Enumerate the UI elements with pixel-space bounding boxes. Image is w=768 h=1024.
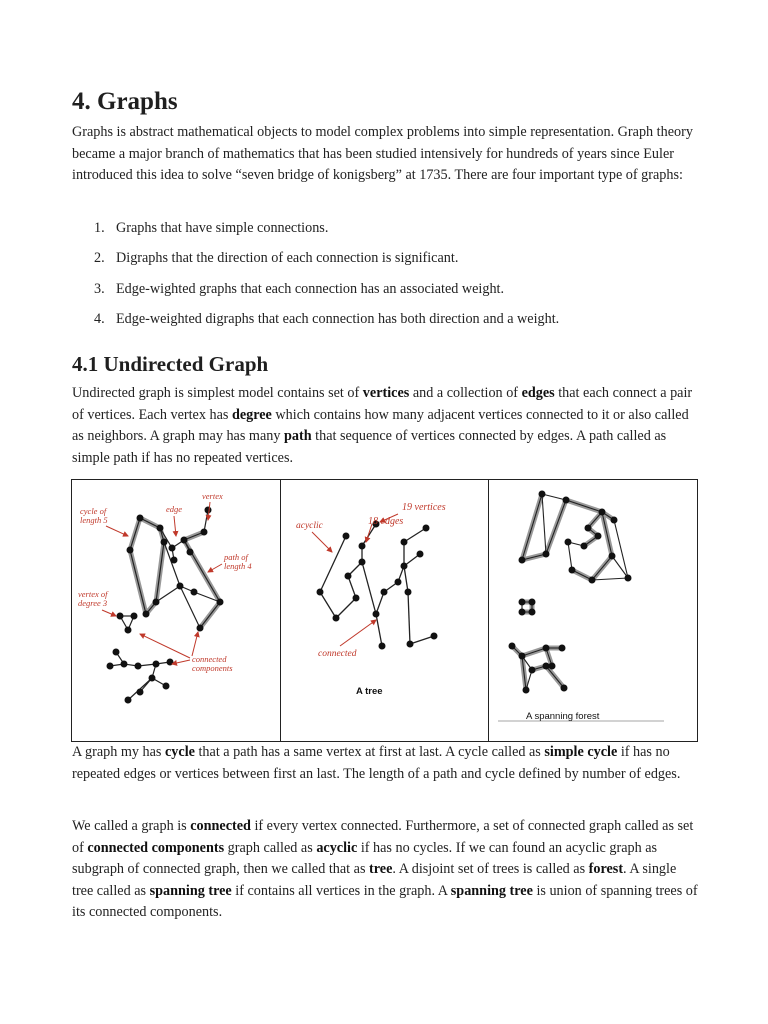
label-18-edges: 18 edges <box>368 516 404 527</box>
term-connected-components: connected components <box>87 839 225 856</box>
text-run: graph called as <box>224 839 317 856</box>
list-number: 1. <box>94 220 105 236</box>
term-simple-cycle: simple cycle <box>544 744 618 760</box>
text-run: is union of spanning trees of its connected components. <box>72 882 698 920</box>
text-run: . A single tree called as <box>72 861 677 899</box>
term-forest: forest <box>588 861 624 877</box>
tree-diagram <box>280 480 488 741</box>
term-tree: tree <box>369 861 393 877</box>
list-text: Edge-wighted graphs that each connection has an associated weight. <box>116 280 505 297</box>
label-edge: edge <box>166 504 183 514</box>
label-19-vertices: 19 vertices <box>402 502 446 513</box>
list-item <box>72 248 692 278</box>
text-run: and a collection of <box>409 385 522 401</box>
text-run: . A disjoint set of trees is called as <box>392 861 589 877</box>
text-run: that each connect a pair of vertices. Each vertex has <box>72 385 693 423</box>
list-number: 4. <box>94 311 105 328</box>
graph-figure <box>71 479 698 742</box>
term-acyclic: acyclic <box>316 839 358 856</box>
undirected-paragraph <box>72 383 698 469</box>
caption-tree: A tree <box>356 686 383 697</box>
label-cycle-1: cycle of <box>80 506 107 516</box>
list-item <box>72 279 692 309</box>
forest-highlight <box>512 494 614 690</box>
term-connected: connected <box>190 818 251 834</box>
text-run: which contains how many adjacent vertices connected to it or also called as neighbors. A graph may has many <box>72 406 689 444</box>
text-run: if has no repeated edges or vertices between first an last. The length of a path and cycle defined by number of edges. <box>72 744 681 782</box>
figure-panel-forest <box>488 480 697 741</box>
label-degree-1: vertex of <box>78 589 108 599</box>
list-text: Graphs that have simple connections. <box>116 220 329 236</box>
text-run: if contains all vertices in the graph. A <box>231 882 451 899</box>
highlight-path <box>184 532 220 628</box>
text-run: that sequence of vertices connected by edges. A path called as simple path if has no repeated vertices. <box>72 428 667 466</box>
text-run: if every vertex connected. Furthermore, a set of connected graph called as set of <box>72 818 694 856</box>
page-title: 4. Graphs <box>72 88 178 115</box>
term-spanning-tree: spanning tree <box>450 882 533 899</box>
term-cycle: cycle <box>165 744 195 760</box>
forest-edges <box>512 494 628 690</box>
list-number: 3. <box>94 280 105 297</box>
tree-vertices <box>317 521 438 650</box>
label-vertex: vertex <box>202 491 223 501</box>
label-path-2: length 4 <box>224 561 252 571</box>
term-edges: edges <box>521 385 555 401</box>
figure-panel-anatomy <box>72 480 281 741</box>
term-vertices: vertices <box>362 385 410 401</box>
text-run: A graph my has <box>72 744 165 760</box>
graph-anatomy-diagram <box>72 480 280 741</box>
term-degree: degree <box>231 406 272 423</box>
connected-paragraph <box>72 816 698 924</box>
graph-types-list <box>72 218 692 340</box>
label-path-1: path of <box>224 552 248 562</box>
caption-spanning-forest: A spanning forest <box>526 711 600 722</box>
figure-panel-tree <box>280 480 489 741</box>
label-components-1: connected <box>192 654 227 664</box>
text-run: that a path has a same vertex at first at last. A cycle called as <box>194 744 545 760</box>
intro-paragraph: Graphs is abstract mathematical objects to model complex problems into simple representation. Graph theory became a major branch of mathematics that has been studied intensively for hundreds of years since Euler introduced this idea to solve “seven bridge of konigsberg” at 1735. There are four important type of graphs: <box>72 124 693 183</box>
cycle-paragraph <box>72 742 698 785</box>
label-connected: connected <box>318 649 357 659</box>
list-number: 2. <box>94 250 105 267</box>
list-item <box>72 309 692 339</box>
list-text: Edge-weighted digraphs that each connection has both direction and a weight. <box>116 311 560 328</box>
label-cycle-2: length 5 <box>80 515 108 525</box>
label-acyclic: acyclic <box>296 521 323 531</box>
term-spanning-tree: spanning tree <box>149 882 232 899</box>
label-degree-2: degree 3 <box>78 598 108 608</box>
text-run: Undirected graph is simplest model contains set of <box>72 385 363 401</box>
text-run: if has no cycles. If we can found an acyclic graph as subgraph of connected graph, then we called that as <box>72 839 658 877</box>
spanning-forest-diagram <box>488 480 697 741</box>
term-path: path <box>284 428 312 444</box>
label-components-2: components <box>192 663 233 673</box>
list-item <box>72 218 692 248</box>
tree-edges <box>320 524 434 646</box>
list-text: Digraphs that the direction of each connection is significant. <box>116 250 459 267</box>
section-heading: 4.1 Undirected Graph <box>72 352 269 376</box>
text-run: We called a graph is <box>72 818 191 834</box>
